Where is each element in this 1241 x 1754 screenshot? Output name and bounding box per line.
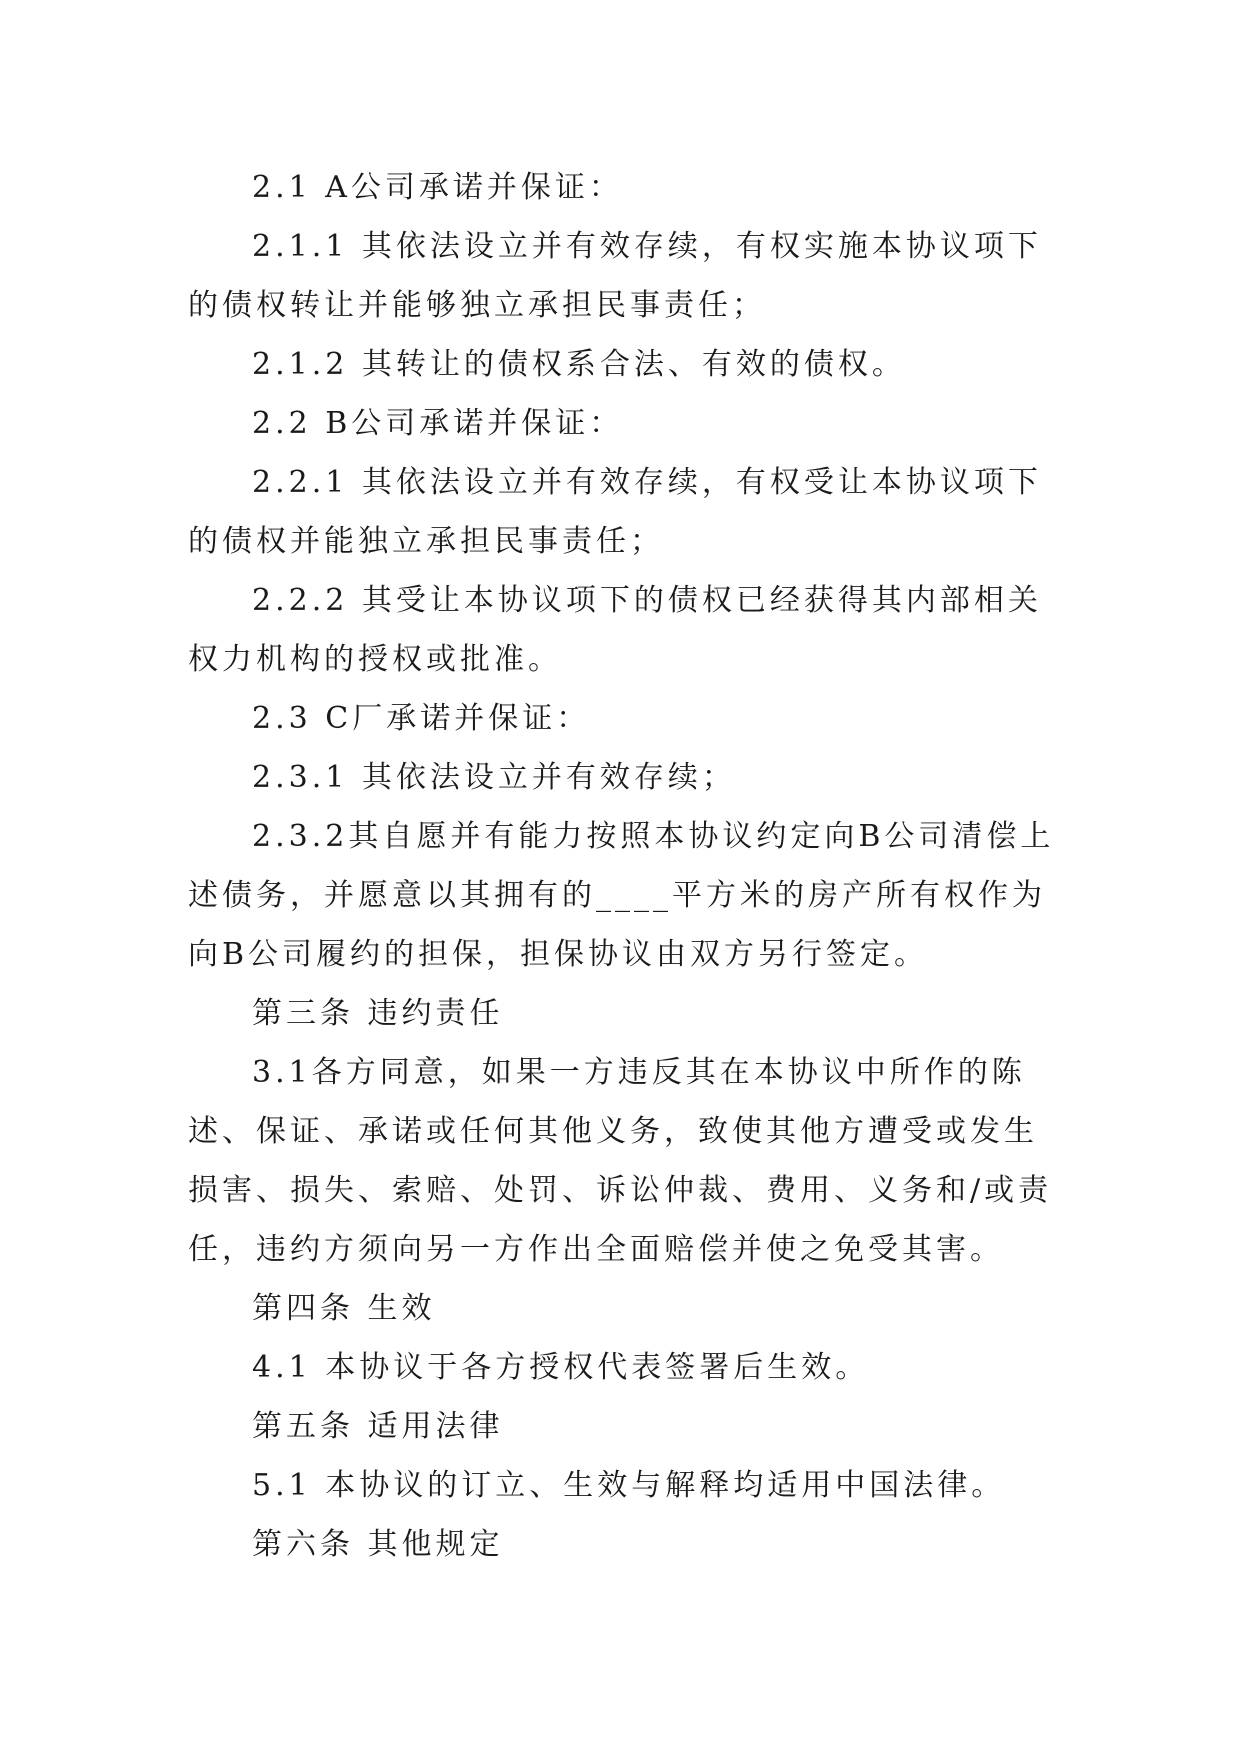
clause-2-3-1: 2.3.1 其依法设立并有效存续； xyxy=(252,760,736,795)
document-body xyxy=(188,158,1068,1574)
article-5-heading: 第五条 适用法律 xyxy=(252,1409,504,1444)
clause-4-1: 4.1 本协议于各方授权代表签署后生效。 xyxy=(252,1350,870,1385)
clause-2-2-2: 2.2.2 其受让本协议项下的债权已经获得其内部相关权力机构的授权或批准。 xyxy=(188,583,1042,677)
article-3-heading: 第三条 违约责任 xyxy=(252,996,504,1031)
clause-2-3-2: 2.3.2其自愿并有能力按照本协议约定向B公司清偿上述债务，并愿意以其拥有的____平方米的房产所有权作为向B公司履约的担保，担保协议由双方另行签定。 xyxy=(188,819,1055,972)
clause-2-1-1: 2.1.1 其依法设立并有效存续，有权实施本协议项下的债权转让并能够独立承担民事责任； xyxy=(188,229,1042,323)
clause-2-3: 2.3 C厂承诺并保证： xyxy=(252,701,591,736)
clause-2-2: 2.2 B公司承诺并保证： xyxy=(252,406,624,441)
article-4-heading: 第四条 生效 xyxy=(252,1291,436,1326)
article-6-heading: 第六条 其他规定 xyxy=(252,1527,504,1562)
clause-2-1: 2.1 A公司承诺并保证： xyxy=(252,170,623,205)
clause-3-1: 3.1各方同意，如果一方违反其在本协议中所作的陈述、保证、承诺或任何其他义务，致使其他方遭受或发生损害、损失、索赔、处罚、诉讼仲裁、费用、义务和/或责任，违约方须向另一方作出全面赔偿并使之免受其害。 xyxy=(188,1055,1053,1267)
clause-5-1: 5.1 本协议的订立、生效与解释均适用中国法律。 xyxy=(252,1468,1006,1503)
clause-2-2-1: 2.2.1 其依法设立并有效存续，有权受让本协议项下的债权并能独立承担民事责任； xyxy=(188,465,1042,559)
clause-2-1-2: 2.1.2 其转让的债权系合法、有效的债权。 xyxy=(252,347,906,382)
